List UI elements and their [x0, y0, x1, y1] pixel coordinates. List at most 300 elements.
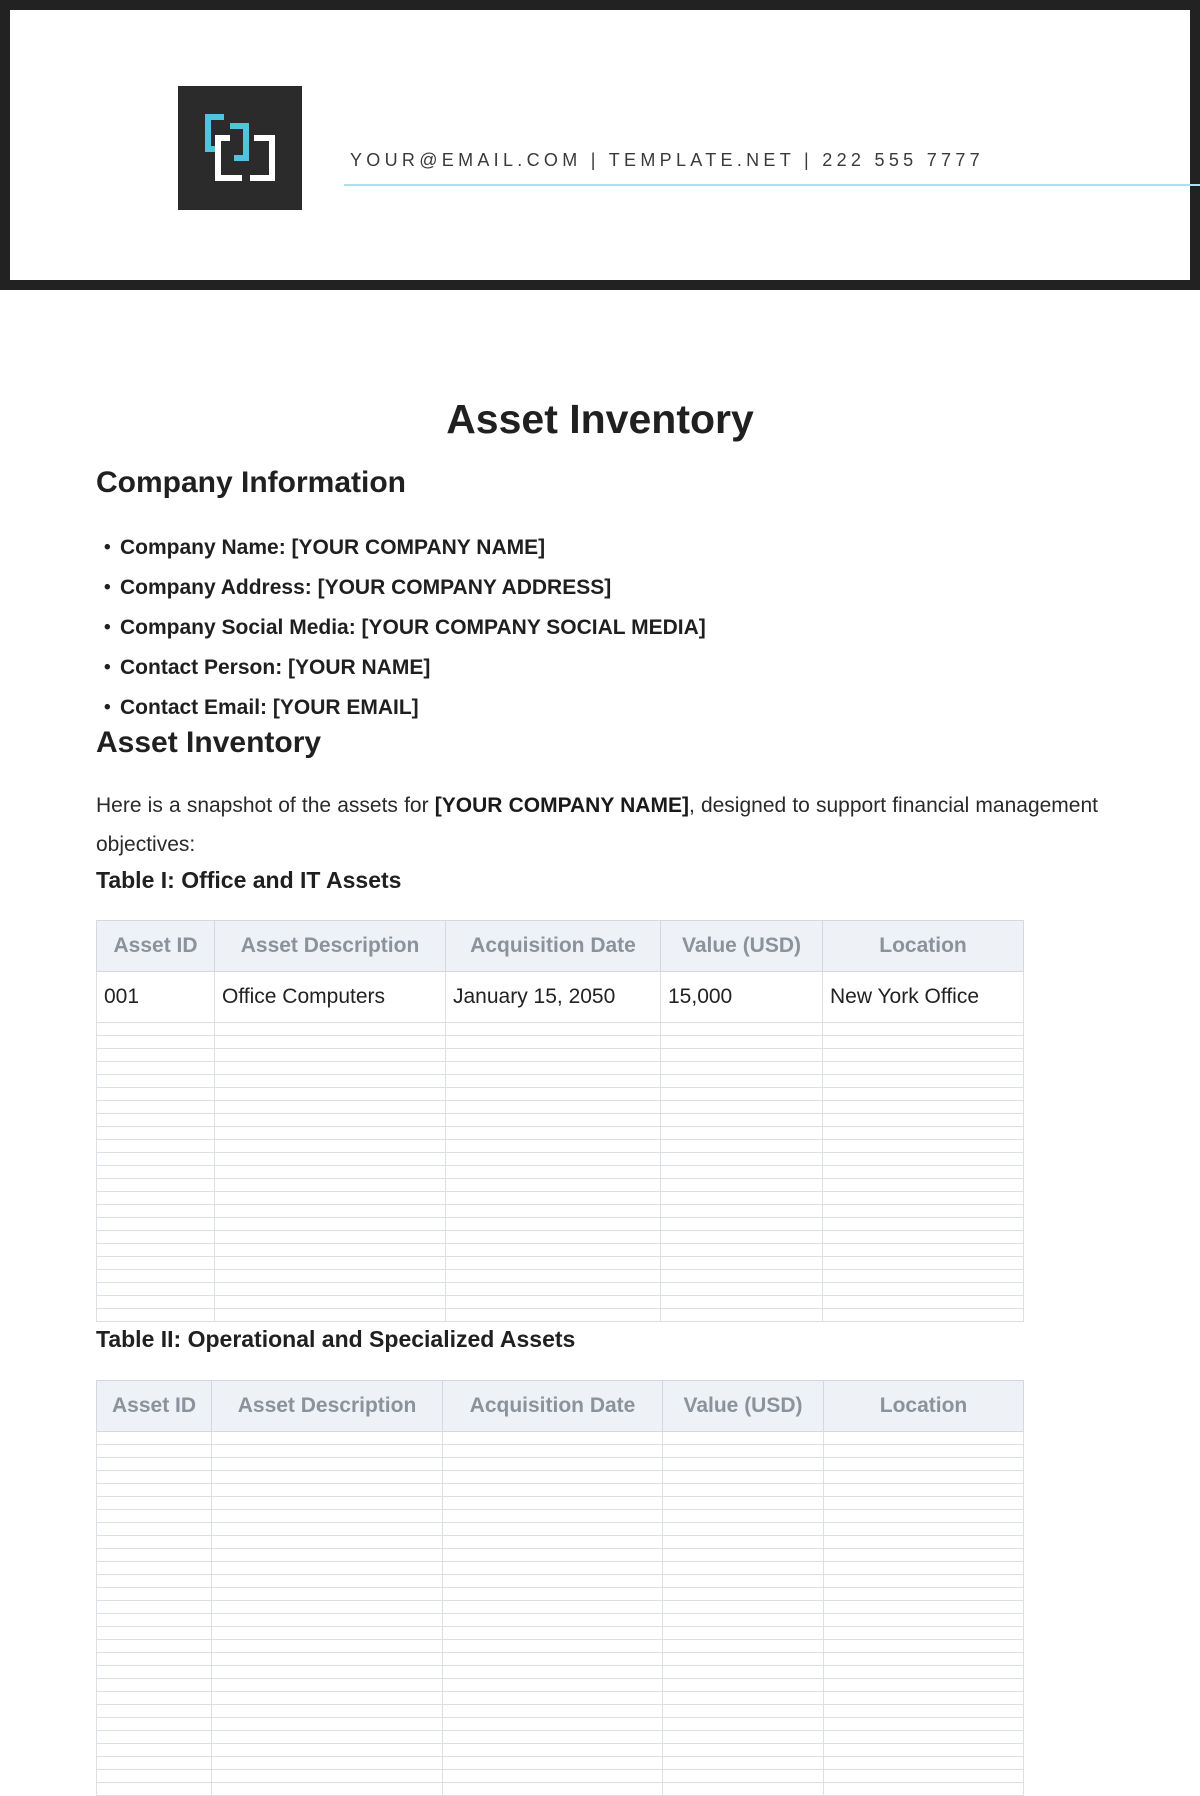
empty-cell: [663, 1679, 824, 1692]
empty-table-row: [97, 1114, 1024, 1127]
column-header-acquisition-date: Acquisition Date: [443, 1381, 663, 1432]
list-item: [96, 528, 706, 568]
empty-table-row: [97, 1231, 1024, 1244]
empty-table-row: [97, 1783, 1024, 1796]
empty-table-row: [97, 1523, 1024, 1536]
empty-cell: [97, 1601, 212, 1614]
empty-cell: [823, 1062, 1024, 1075]
empty-cell: [661, 1309, 823, 1322]
empty-cell: [97, 1432, 212, 1445]
empty-table-row: [97, 1296, 1024, 1309]
empty-cell: [97, 1062, 215, 1075]
document-header: [0, 0, 1200, 290]
empty-cell: [663, 1614, 824, 1627]
empty-cell: [823, 1309, 1024, 1322]
empty-cell: [443, 1562, 663, 1575]
empty-cell: [824, 1614, 1024, 1627]
empty-cell: [212, 1770, 443, 1783]
empty-cell: [823, 1153, 1024, 1166]
empty-cell: [212, 1614, 443, 1627]
empty-cell: [824, 1497, 1024, 1510]
empty-cell: [443, 1653, 663, 1666]
empty-cell: [824, 1783, 1024, 1796]
empty-cell: [212, 1692, 443, 1705]
empty-table-row: [97, 1692, 1024, 1705]
intro-text: Here is a snapshot of the assets for: [96, 794, 435, 817]
empty-cell: [215, 1049, 446, 1062]
empty-cell: [97, 1471, 212, 1484]
bullet-icon: •: [104, 577, 111, 598]
empty-table-row: [97, 1257, 1024, 1270]
empty-cell: [215, 1296, 446, 1309]
table2-title: Table II: Operational and Specialized Assets: [96, 1326, 576, 1352]
empty-cell: [663, 1445, 824, 1458]
empty-cell: [823, 1075, 1024, 1088]
list-item: [96, 568, 706, 608]
empty-cell: [661, 1231, 823, 1244]
empty-cell: [663, 1549, 824, 1562]
empty-table-row: [97, 1458, 1024, 1471]
empty-cell: [97, 1023, 215, 1036]
empty-cell: [661, 1049, 823, 1062]
empty-cell: [97, 1692, 212, 1705]
empty-cell: [661, 1023, 823, 1036]
empty-cell: [661, 1088, 823, 1101]
column-header-acquisition-date: Acquisition Date: [446, 921, 661, 972]
empty-cell: [663, 1575, 824, 1588]
empty-cell: [823, 1231, 1024, 1244]
intro-paragraph: [96, 786, 1098, 864]
empty-cell: [446, 1244, 661, 1257]
empty-cell: [663, 1718, 824, 1731]
empty-cell: [824, 1705, 1024, 1718]
empty-cell: [824, 1471, 1024, 1484]
empty-cell: [823, 1049, 1024, 1062]
empty-cell: [443, 1705, 663, 1718]
empty-cell: [663, 1692, 824, 1705]
empty-cell: [446, 1166, 661, 1179]
empty-cell: [443, 1757, 663, 1770]
empty-cell: [443, 1549, 663, 1562]
empty-table-row: [97, 1445, 1024, 1458]
empty-cell: [97, 1705, 212, 1718]
empty-cell: [97, 1679, 212, 1692]
company-logo: [178, 86, 302, 210]
empty-cell: [97, 1588, 212, 1601]
company-name-item: Company Name: [YOUR COMPANY NAME]: [120, 536, 546, 559]
contact-person-item: Contact Person: [YOUR NAME]: [120, 656, 431, 679]
empty-cell: [446, 1205, 661, 1218]
empty-cell: [823, 1270, 1024, 1283]
empty-cell: [443, 1471, 663, 1484]
empty-cell: [215, 1244, 446, 1257]
bullet-icon: •: [104, 657, 111, 678]
empty-cell: [97, 1231, 215, 1244]
company-info-list: [96, 528, 706, 728]
empty-cell: [97, 1653, 212, 1666]
intro-text-end: , designed to support financial management objectives:: [96, 794, 1098, 856]
bullet-icon: •: [104, 617, 111, 638]
empty-cell: [97, 1497, 212, 1510]
empty-cell: [823, 1127, 1024, 1140]
empty-table-row: [97, 1653, 1024, 1666]
empty-cell: [661, 1270, 823, 1283]
empty-cell: [212, 1523, 443, 1536]
empty-cell: [443, 1666, 663, 1679]
empty-cell: [823, 1283, 1024, 1296]
empty-table-row: [97, 1432, 1024, 1445]
empty-cell: [661, 1296, 823, 1309]
empty-table-row: [97, 1283, 1024, 1296]
empty-cell: [212, 1679, 443, 1692]
company-info-heading: Company Information: [96, 466, 407, 499]
empty-cell: [443, 1614, 663, 1627]
empty-cell: [97, 1523, 212, 1536]
empty-cell: [212, 1549, 443, 1562]
empty-cell: [97, 1257, 215, 1270]
empty-cell: [215, 1166, 446, 1179]
empty-cell: [212, 1718, 443, 1731]
empty-cell: [215, 1257, 446, 1270]
empty-cell: [661, 1153, 823, 1166]
empty-cell: [663, 1731, 824, 1744]
empty-cell: [661, 1205, 823, 1218]
empty-cell: [97, 1296, 215, 1309]
empty-cell: [97, 1283, 215, 1296]
table1-title: Table I: Office and IT Assets: [96, 867, 402, 893]
empty-cell: [446, 1309, 661, 1322]
empty-cell: [97, 1484, 212, 1497]
empty-cell: [824, 1536, 1024, 1549]
empty-cell: [824, 1510, 1024, 1523]
empty-cell: [824, 1562, 1024, 1575]
empty-cell: [824, 1666, 1024, 1679]
empty-table-row: [97, 1666, 1024, 1679]
list-item: [96, 688, 706, 728]
empty-cell: [443, 1731, 663, 1744]
empty-table-row: [97, 1075, 1024, 1088]
empty-cell: [97, 1075, 215, 1088]
empty-table-row: [97, 1679, 1024, 1692]
list-item: [96, 608, 706, 648]
empty-cell: [443, 1744, 663, 1757]
empty-cell: [663, 1627, 824, 1640]
empty-cell: [446, 1179, 661, 1192]
operational-assets-table: [96, 1380, 1024, 1796]
empty-cell: [663, 1744, 824, 1757]
empty-table-row: [97, 1705, 1024, 1718]
empty-cell: [212, 1445, 443, 1458]
asset-inventory-heading: Asset Inventory: [96, 726, 322, 759]
empty-cell: [446, 1127, 661, 1140]
empty-cell: [215, 1218, 446, 1231]
column-header-location: Location: [824, 1381, 1024, 1432]
empty-cell: [446, 1101, 661, 1114]
empty-table-row: [97, 1205, 1024, 1218]
empty-cell: [212, 1666, 443, 1679]
empty-cell: [446, 1062, 661, 1075]
empty-cell: [823, 1036, 1024, 1049]
empty-cell: [212, 1640, 443, 1653]
empty-cell: [97, 1140, 215, 1153]
empty-cell: [824, 1640, 1024, 1653]
empty-cell: [215, 1075, 446, 1088]
empty-cell: [824, 1432, 1024, 1445]
empty-table-row: [97, 1471, 1024, 1484]
empty-cell: [824, 1523, 1024, 1536]
empty-cell: [97, 1192, 215, 1205]
intro-company-name: [YOUR COMPANY NAME]: [434, 794, 689, 817]
empty-cell: [443, 1445, 663, 1458]
empty-cell: [824, 1718, 1024, 1731]
empty-cell: [446, 1088, 661, 1101]
empty-cell: [443, 1523, 663, 1536]
cell-acquisition-date: January 15, 2050: [446, 972, 661, 1023]
empty-cell: [97, 1114, 215, 1127]
empty-cell: [212, 1458, 443, 1471]
cell-value: 15,000: [661, 972, 823, 1023]
empty-cell: [661, 1192, 823, 1205]
empty-cell: [446, 1257, 661, 1270]
column-header-asset-id: Asset ID: [97, 921, 215, 972]
empty-cell: [446, 1218, 661, 1231]
empty-cell: [661, 1244, 823, 1257]
empty-cell: [97, 1309, 215, 1322]
empty-cell: [824, 1549, 1024, 1562]
empty-cell: [824, 1575, 1024, 1588]
empty-cell: [215, 1088, 446, 1101]
empty-table-row: [97, 1218, 1024, 1231]
empty-cell: [661, 1101, 823, 1114]
empty-cell: [823, 1088, 1024, 1101]
empty-cell: [661, 1036, 823, 1049]
empty-cell: [663, 1510, 824, 1523]
empty-cell: [663, 1770, 824, 1783]
empty-cell: [97, 1783, 212, 1796]
empty-cell: [215, 1231, 446, 1244]
empty-cell: [663, 1536, 824, 1549]
empty-table-row: [97, 1536, 1024, 1549]
empty-cell: [215, 1270, 446, 1283]
empty-cell: [663, 1666, 824, 1679]
empty-cell: [824, 1692, 1024, 1705]
empty-table-row: [97, 1601, 1024, 1614]
bracket-square-logo-icon: [178, 86, 302, 210]
empty-cell: [443, 1575, 663, 1588]
cell-description: Office Computers: [215, 972, 446, 1023]
empty-table-row: [97, 1562, 1024, 1575]
table-header-row: [97, 1381, 1024, 1432]
empty-cell: [212, 1497, 443, 1510]
empty-cell: [661, 1075, 823, 1088]
empty-cell: [663, 1653, 824, 1666]
empty-cell: [823, 1140, 1024, 1153]
empty-cell: [663, 1458, 824, 1471]
empty-cell: [663, 1705, 824, 1718]
empty-cell: [446, 1270, 661, 1283]
empty-table-row: [97, 1140, 1024, 1153]
empty-cell: [97, 1153, 215, 1166]
empty-table-row: [97, 1036, 1024, 1049]
empty-cell: [215, 1127, 446, 1140]
empty-cell: [97, 1166, 215, 1179]
empty-table-row: [97, 1244, 1024, 1257]
cell-asset-id: 001: [97, 972, 215, 1023]
empty-cell: [97, 1562, 212, 1575]
empty-cell: [663, 1497, 824, 1510]
empty-cell: [824, 1601, 1024, 1614]
empty-cell: [661, 1140, 823, 1153]
empty-cell: [661, 1283, 823, 1296]
empty-cell: [824, 1757, 1024, 1770]
empty-cell: [824, 1653, 1024, 1666]
empty-cell: [661, 1127, 823, 1140]
empty-cell: [443, 1640, 663, 1653]
empty-cell: [97, 1718, 212, 1731]
empty-cell: [97, 1757, 212, 1770]
empty-cell: [661, 1257, 823, 1270]
empty-table-row: [97, 1153, 1024, 1166]
empty-cell: [97, 1127, 215, 1140]
empty-cell: [212, 1484, 443, 1497]
empty-cell: [97, 1049, 215, 1062]
empty-cell: [215, 1192, 446, 1205]
empty-cell: [97, 1101, 215, 1114]
office-it-assets-table: [96, 920, 1024, 1322]
cell-location: New York Office: [823, 972, 1024, 1023]
empty-cell: [215, 1283, 446, 1296]
empty-cell: [823, 1205, 1024, 1218]
company-address-item: Company Address: [YOUR COMPANY ADDRESS]: [120, 576, 612, 599]
empty-table-row: [97, 1497, 1024, 1510]
column-header-description: Asset Description: [212, 1381, 443, 1432]
bullet-icon: •: [104, 697, 111, 718]
empty-cell: [824, 1484, 1024, 1497]
empty-cell: [215, 1062, 446, 1075]
empty-cell: [443, 1484, 663, 1497]
bullet-icon: •: [104, 537, 111, 558]
empty-table-row: [97, 1575, 1024, 1588]
empty-cell: [446, 1023, 661, 1036]
empty-cell: [97, 1614, 212, 1627]
empty-table-row: [97, 1049, 1024, 1062]
column-header-description: Asset Description: [215, 921, 446, 972]
empty-cell: [212, 1432, 443, 1445]
empty-cell: [443, 1692, 663, 1705]
empty-table-row: [97, 1757, 1024, 1770]
empty-table-row: [97, 1588, 1024, 1601]
empty-table-row: [97, 1127, 1024, 1140]
empty-cell: [443, 1588, 663, 1601]
empty-cell: [663, 1783, 824, 1796]
empty-cell: [446, 1231, 661, 1244]
empty-cell: [212, 1653, 443, 1666]
empty-cell: [824, 1731, 1024, 1744]
empty-cell: [443, 1458, 663, 1471]
contact-divider: [344, 184, 1200, 186]
empty-cell: [663, 1588, 824, 1601]
empty-cell: [215, 1114, 446, 1127]
empty-cell: [824, 1588, 1024, 1601]
empty-cell: [97, 1731, 212, 1744]
empty-cell: [823, 1296, 1024, 1309]
table-header-row: [97, 921, 1024, 972]
column-header-asset-id: Asset ID: [97, 1381, 212, 1432]
empty-cell: [823, 1192, 1024, 1205]
empty-cell: [823, 1244, 1024, 1257]
empty-cell: [443, 1770, 663, 1783]
empty-cell: [212, 1731, 443, 1744]
empty-table-row: [97, 1731, 1024, 1744]
empty-cell: [215, 1140, 446, 1153]
empty-cell: [663, 1484, 824, 1497]
empty-cell: [97, 1575, 212, 1588]
empty-cell: [443, 1432, 663, 1445]
empty-cell: [823, 1101, 1024, 1114]
empty-cell: [212, 1510, 443, 1523]
empty-cell: [661, 1062, 823, 1075]
empty-table-row: [97, 1192, 1024, 1205]
empty-cell: [663, 1471, 824, 1484]
company-social-item: Company Social Media: [YOUR COMPANY SOCIAL MEDIA]: [120, 616, 706, 639]
empty-cell: [215, 1023, 446, 1036]
empty-cell: [97, 1458, 212, 1471]
empty-cell: [212, 1744, 443, 1757]
empty-table-row: [97, 1770, 1024, 1783]
empty-table-row: [97, 1614, 1024, 1627]
empty-table-row: [97, 1270, 1024, 1283]
empty-cell: [215, 1309, 446, 1322]
list-item: [96, 648, 706, 688]
empty-cell: [446, 1283, 661, 1296]
empty-cell: [212, 1471, 443, 1484]
empty-cell: [212, 1588, 443, 1601]
empty-table-row: [97, 1744, 1024, 1757]
empty-table-row: [97, 1718, 1024, 1731]
empty-cell: [97, 1270, 215, 1283]
empty-cell: [97, 1179, 215, 1192]
empty-cell: [215, 1179, 446, 1192]
empty-table-row: [97, 1101, 1024, 1114]
empty-cell: [212, 1627, 443, 1640]
empty-cell: [97, 1770, 212, 1783]
column-header-location: Location: [823, 921, 1024, 972]
empty-table-row: [97, 1166, 1024, 1179]
empty-cell: [446, 1114, 661, 1127]
empty-cell: [663, 1523, 824, 1536]
empty-table-row: [97, 1510, 1024, 1523]
empty-cell: [215, 1153, 446, 1166]
empty-cell: [212, 1575, 443, 1588]
empty-cell: [663, 1562, 824, 1575]
empty-cell: [446, 1140, 661, 1153]
empty-cell: [823, 1166, 1024, 1179]
empty-cell: [97, 1510, 212, 1523]
empty-cell: [212, 1783, 443, 1796]
empty-cell: [824, 1744, 1024, 1757]
empty-cell: [443, 1783, 663, 1796]
column-header-value: Value (USD): [663, 1381, 824, 1432]
empty-cell: [97, 1536, 212, 1549]
empty-cell: [97, 1218, 215, 1231]
empty-cell: [661, 1218, 823, 1231]
empty-cell: [663, 1757, 824, 1770]
empty-cell: [212, 1562, 443, 1575]
contact-line: YOUR@EMAIL.COM | TEMPLATE.NET | 222 555 7777: [350, 150, 984, 170]
empty-cell: [823, 1218, 1024, 1231]
empty-cell: [663, 1640, 824, 1653]
empty-cell: [443, 1536, 663, 1549]
